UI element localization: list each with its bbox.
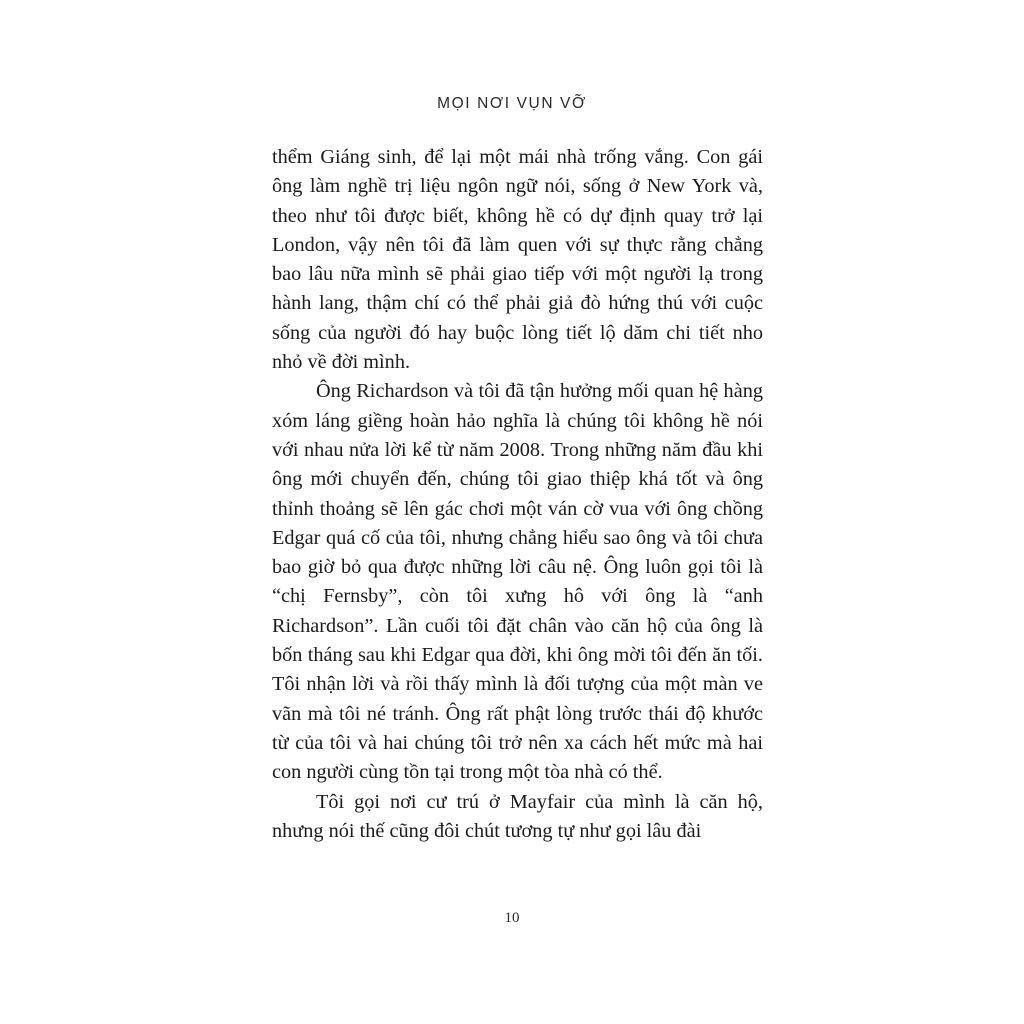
paragraph-3: Tôi gọi nơi cư trú ở Mayfair của mình là căn hộ, nhưng nói thế cũng đôi chút tương tự như gọi lâu đài: [272, 790, 763, 842]
paragraph-1: thểm Giáng sinh, để lại một mái nhà trống vắng. Con gái ông làm nghề trị liệu ngôn ngữ nói, sống ở New York và, theo như tôi được biết, không hề có dự định quay trở lại London, vậy nên tôi đã làm quen với sự thực rằng chẳng bao lâu nữa mình sẽ phải giao tiếp với một người lạ trong hành lang, thậm chí có thể phải giả đò hứng thú với cuộc sống của người đó hay buộc lòng tiết lộ dăm chi tiết nho nhỏ về đời mình.: [272, 146, 763, 374]
page-body-text: [272, 143, 763, 846]
paragraph-2: Ông Richardson và tôi đã tận hưởng mối quan hệ hàng xóm láng giềng hoàn hảo nghĩa là chúng tôi không hề nói với nhau nửa lời kể từ năm 2008. Trong những năm đầu khi ông mới chuyển đến, chúng tôi giao thiệp khá tốt và ông thỉnh thoảng sẽ lên gác chơi một ván cờ vua với ông chồng Edgar quá cố của tôi, nhưng chẳng hiểu sao ông và tôi chưa bao giờ bỏ qua được những lời câu nệ. Ông luôn gọi tôi là “chị Fernsby”, còn tôi xưng hô với ông là “anh Richardson”. Lần cuối tôi đặt chân vào căn hộ của ông là bốn tháng sau khi Edgar qua đời, khi ông mời tôi đến ăn tối. Tôi nhận lời và rồi thấy mình là đối tượng của một màn ve vãn mà tôi né tránh. Ông rất phật lòng trước thái độ khước từ của tôi và hai chúng tôi trở nên xa cách hết mức mà hai con người cùng tồn tại trong một tòa nhà có thể.: [272, 380, 763, 784]
page-number: 10: [504, 910, 520, 926]
running-head-title: MỌI NƠI VỤN VỠ: [437, 95, 587, 112]
